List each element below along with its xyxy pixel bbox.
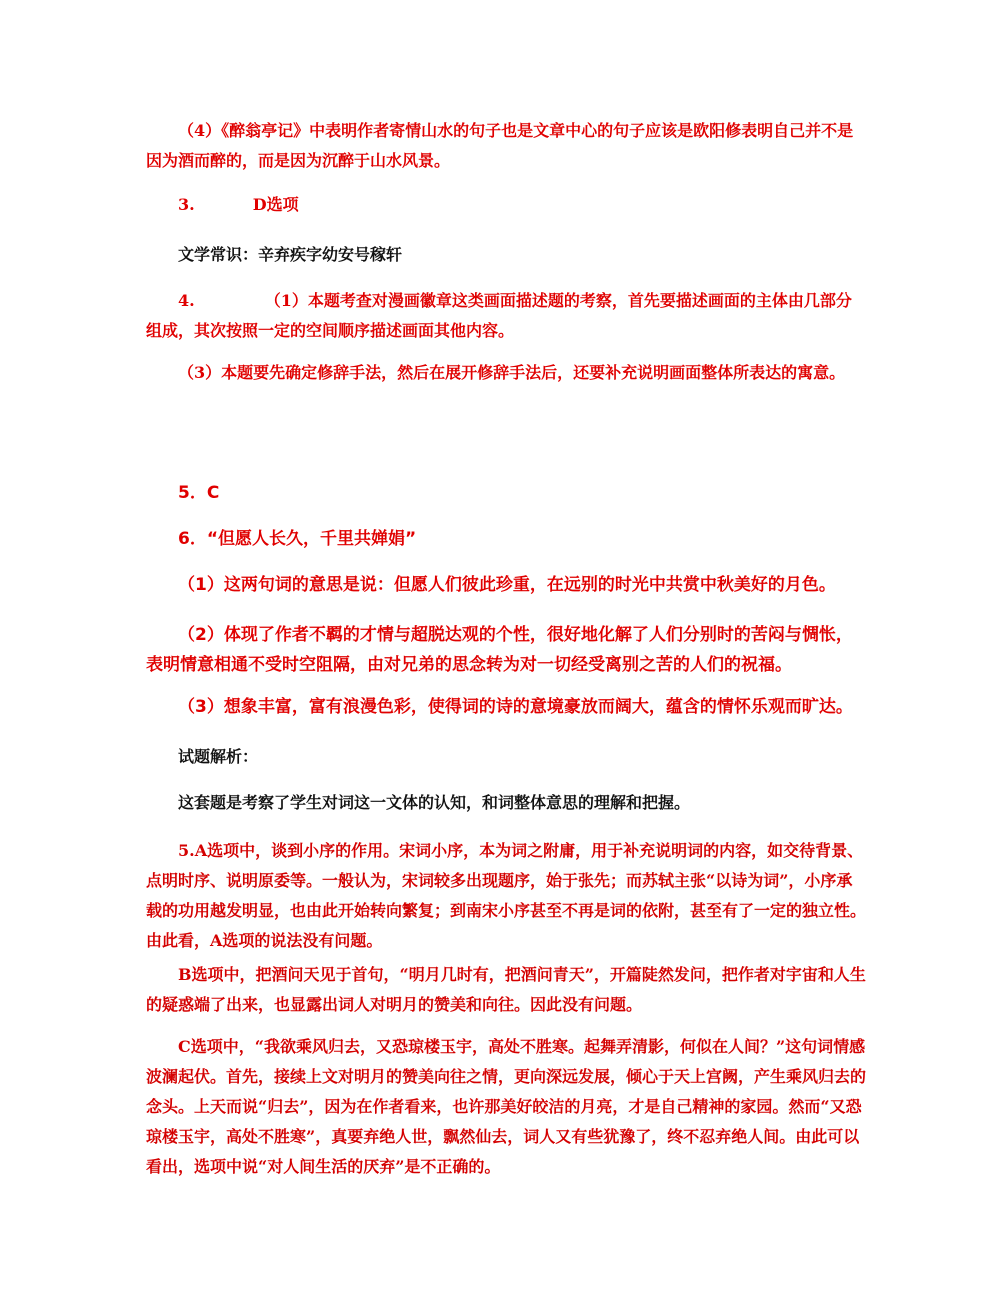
answer-text: （1）本题考查对漫画徽章这类画面描述题的考察，首先要描述画面的主体由几部分组成，其次按照一定的空间顺序描述画面其他内容。 [146, 291, 852, 340]
analysis-heading: 试题解析： [178, 747, 259, 766]
answer-6-part1: （1）这两句词的意思是说：但愿人们彼此珍重，在远别的时光中共赏中秋美好的月色。 [178, 575, 836, 595]
paragraph-4-answer: （4）《醉翁亭记》中表明作者寄情山水的句子也是文章中心的句子应该是欧阳修表明自己并不是因为酒而醉的，而是因为沉醉于山水风景。 [146, 121, 854, 170]
answer-4-part3: （3）本题要先确定修辞手法，然后在展开修辞手法后，还要补充说明画面整体所表达的寓意。 [178, 363, 846, 382]
literary-knowledge: 文学常识：辛弃疾字幼安号稼轩 [178, 245, 403, 264]
answer-6-part2: （2）体现了作者不羁的才情与超脱达观的个性，很好地化解了人们分别时的苦闷与惆怅，表明情意相通不受时空阻隔，由对兄弟的思念转为对一切经受离别之苦的人们的祝福。 [146, 625, 853, 675]
question-number: 4. [178, 291, 195, 310]
analysis-option-a: 5.A选项中，谈到小序的作用。宋词小序，本为词之附庸，用于补充说明词的内容，如交待背景、点明时序、说明原委等。一般认为，宋词较多出现题序，始于张先；而苏轼主张“以诗为词”，小序承载的功用越发明显，也由此开始转向繁复；到南宋小序甚至不再是词的依附，甚至有了一定的独立性。由此看，A选项的说法没有问题。 [146, 841, 867, 950]
question-number: 3. [178, 195, 195, 214]
answer-5: 5．C [178, 483, 220, 503]
analysis-option-b: B选项中，把酒问天见于首句，“明月几时有，把酒问青天”，开篇陡然发问，把作者对宇宙和人生的疑惑端了出来，也显露出词人对明月的赞美和向往。因此没有问题。 [146, 965, 866, 1014]
answer-6-part3: （3）想象丰富，富有浪漫色彩，使得词的诗的意境豪放而阔大，蕴含的情怀乐观而旷达。 [178, 697, 853, 717]
analysis-intro: 这套题是考察了学生对词这一文体的认知，和词整体意思的理解和把握。 [178, 793, 691, 812]
answer-4-part1 [146, 286, 866, 346]
answer-text: D选项 [252, 195, 299, 214]
analysis-option-c: C选项中，“我欲乘风归去，又恐琼楼玉宇，高处不胜寒。起舞弄清影，何似在人间？”这句词情感波澜起伏。首先，接续上文对明月的赞美向往之情，更向深远发展，倾心于天上宫阙，产生乘风归去的念头。上天而说“归去”，因为在作者看来，也许那美好皎洁的月亮，才是自己精神的家园。然而“又恐琼楼玉宇，高处不胜寒”，真要弃绝人世，飘然仙去，词人又有些犹豫了，终不忍弃绝人间。由此可以看出，选项中说“对人间生活的厌弃”是不正确的。 [146, 1037, 867, 1176]
answer-6-title: 6．“但愿人长久，千里共婵娟” [178, 529, 417, 549]
answer-3 [178, 190, 898, 220]
